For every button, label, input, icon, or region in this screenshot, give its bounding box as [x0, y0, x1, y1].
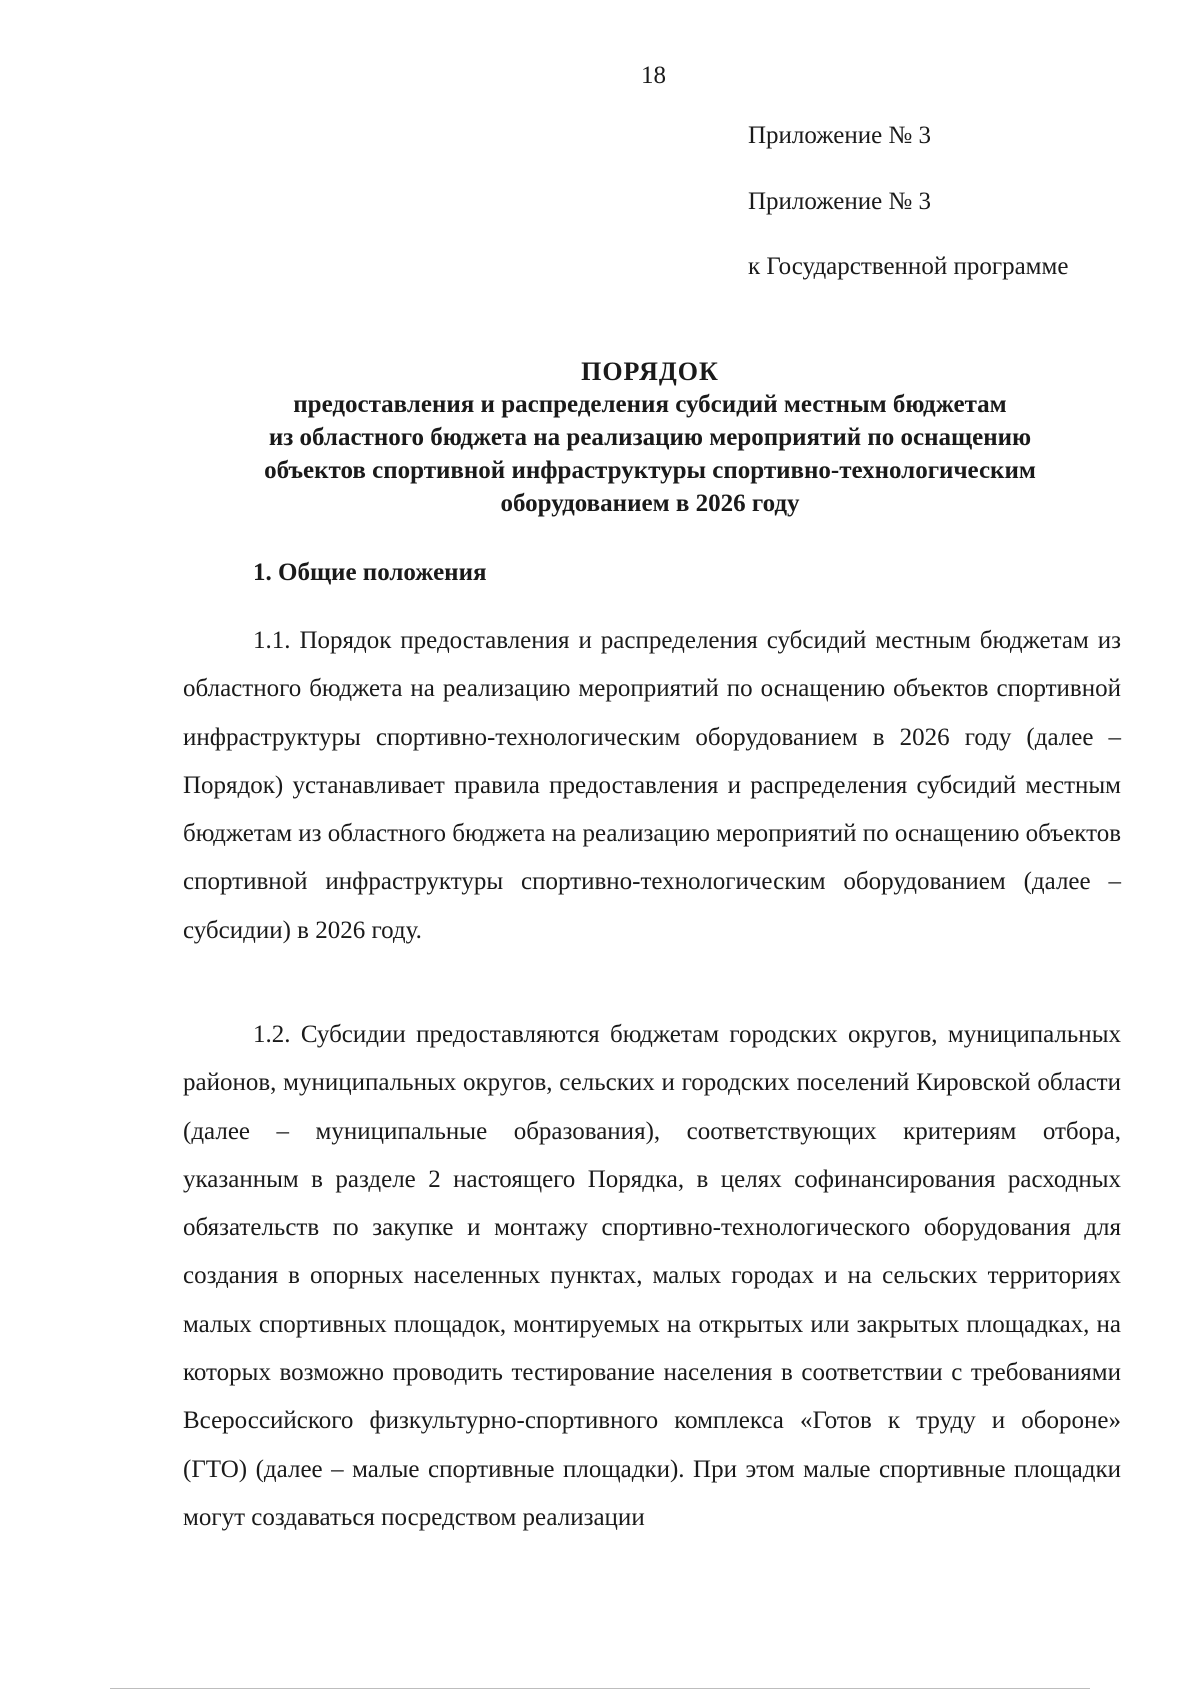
title-line-2: из областного бюджета на реализацию мероприятий по оснащению — [268, 424, 1032, 451]
scan-edge-mark — [110, 1688, 1090, 1689]
section-heading: 1. Общие положения — [253, 559, 487, 586]
paragraph-1-2 — [183, 1011, 1121, 1542]
title-line-3: объектов спортивной инфраструктуры спортивно-технологическим — [264, 457, 1036, 484]
paragraph-1-1 — [183, 617, 1121, 955]
title-line-1: предоставления и распределения субсидий местным бюджетам — [293, 391, 1007, 418]
title-main: ПОРЯДОК — [581, 357, 719, 386]
appendix-line-1: Приложение № 3 — [748, 122, 932, 149]
document-title — [150, 355, 1150, 520]
title-line-4: оборудованием в 2026 году — [500, 490, 800, 517]
page-number: 18 — [641, 62, 666, 89]
appendix-line-3: к Государственной программе — [748, 253, 1069, 280]
paragraph-text: 1.2. Субсидии предоставляются бюджетам городских округов, муниципальных районов, муниципальных округов, сельских и городских поселений Кировской области (далее – муниципальные образования), соответствующих критериям отбора, указанным в разделе 2 настоящего Порядка, в целях софинансирования расходных обязательств по закупке и монтажу спортивно-технологического оборудования для создания в опорных населенных пунктах, малых городах и на сельских территориях малых спортивных площадок, монтируемых на открытых или закрытых площадках, на которых возможно проводить тестирование населения в соответствии с требованиями Всероссийского физкультурно-спортивного комплекса «Готов к труду и обороне» (ГТО) (далее – малые спортивные площадки). При этом малые спортивные площадки могут создаваться посредством реализации — [183, 1021, 1121, 1531]
paragraph-text: 1.1. Порядок предоставления и распределения субсидий местным бюджетам из областного бюджета на реализацию мероприятий по оснащению объектов спортивной инфраструктуры спортивно-технологическим оборудованием в 2026 году (далее – Порядок) устанавливает правила предоставления и распределения субсидий местным бюджетам из областного бюджета на реализацию мероприятий по оснащению объектов спортивной инфраструктуры спортивно-технологическим оборудованием (далее – субсидии) в 2026 году. — [183, 627, 1121, 944]
appendix-line-2: Приложение № 3 — [748, 188, 932, 215]
